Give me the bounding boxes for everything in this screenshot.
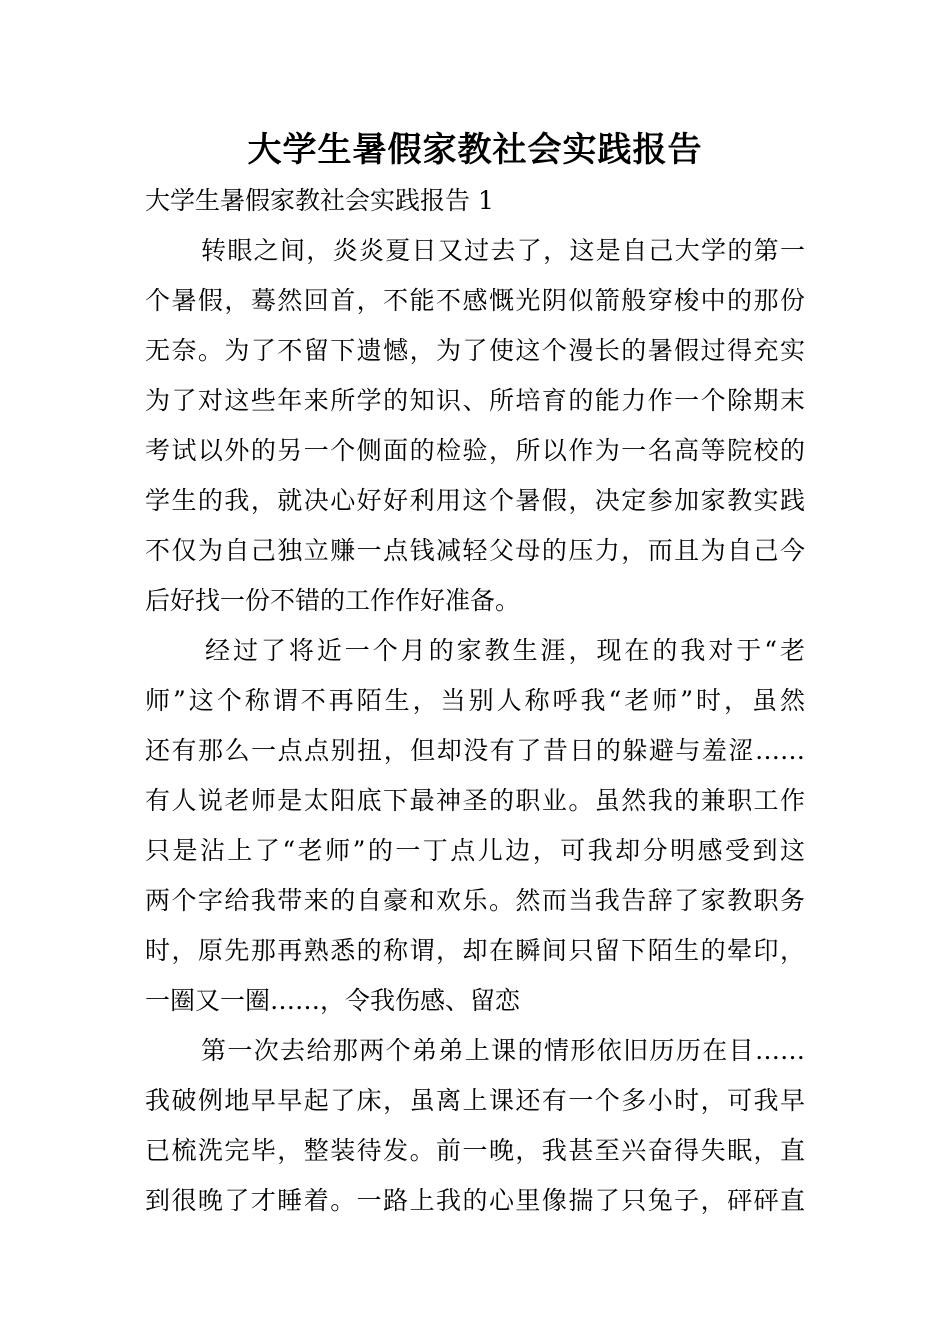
paragraph-line: 一圈又一圈……，令我伤感、留恋 — [145, 986, 521, 1015]
paragraph-line: 转眼之间，炎炎夏日又过去了，这是自己大学的第一 — [201, 236, 805, 265]
paragraph-line: 时，原先那再熟悉的称谓，却在瞬间只留下陌生的晕印， — [145, 936, 805, 965]
paragraph-line: 两个字给我带来的自豪和欢乐。然而当我告辞了家教职务 — [145, 886, 805, 915]
paragraph-line: 第一次去给那两个弟弟上课的情形依旧历历在目…… — [201, 1036, 805, 1065]
paragraph-line: 师”这个称谓不再陌生，当别人称呼我“老师”时，虽然 — [145, 686, 805, 715]
paragraph-line: 后好找一份不错的工作作好准备。 — [145, 586, 521, 615]
paragraph-line: 还有那么一点点别扭，但却没有了昔日的躲避与羞涩…… — [145, 736, 805, 765]
paragraph-line: 已梳洗完毕，整装待发。前一晚，我甚至兴奋得失眠，直 — [145, 1136, 805, 1165]
paragraph-line: 个暑假，蓦然回首，不能不感慨光阴似箭般穿梭中的那份 — [145, 286, 805, 315]
paragraph-line: 学生的我，就决心好好利用这个暑假，决定参加家教实践 — [145, 486, 805, 515]
paragraph-line: 我破例地早早起了床，虽离上课还有一个多小时，可我早 — [145, 1086, 805, 1115]
document-title: 大学生暑假家教社会实践报告 — [247, 130, 703, 170]
paragraph-line: 为了对这些年来所学的知识、所培育的能力作一个除期末 — [145, 386, 805, 415]
paragraph-line: 到很晚了才睡着。一路上我的心里像揣了只兔子，砰砰直 — [145, 1186, 805, 1215]
paragraph-line: 无奈。为了不留下遗憾，为了使这个漫长的暑假过得充实 — [145, 336, 805, 365]
paragraph-line: 考试以外的另一个侧面的检验，所以作为一名高等院校的 — [145, 436, 805, 465]
paragraph-line: 不仅为自己独立赚一点钱减轻父母的压力，而且为自己今 — [145, 536, 805, 565]
document-subtitle: 大学生暑假家教社会实践报告 1 — [145, 186, 494, 215]
paragraph-line: 只是沾上了“老师”的一丁点儿边，可我却分明感受到这 — [145, 836, 805, 865]
paragraph-line: 有人说老师是太阳底下最神圣的职业。虽然我的兼职工作 — [145, 786, 805, 815]
paragraph-line: 经过了将近一个月的家教生涯，现在的我对于“老 — [205, 636, 805, 665]
